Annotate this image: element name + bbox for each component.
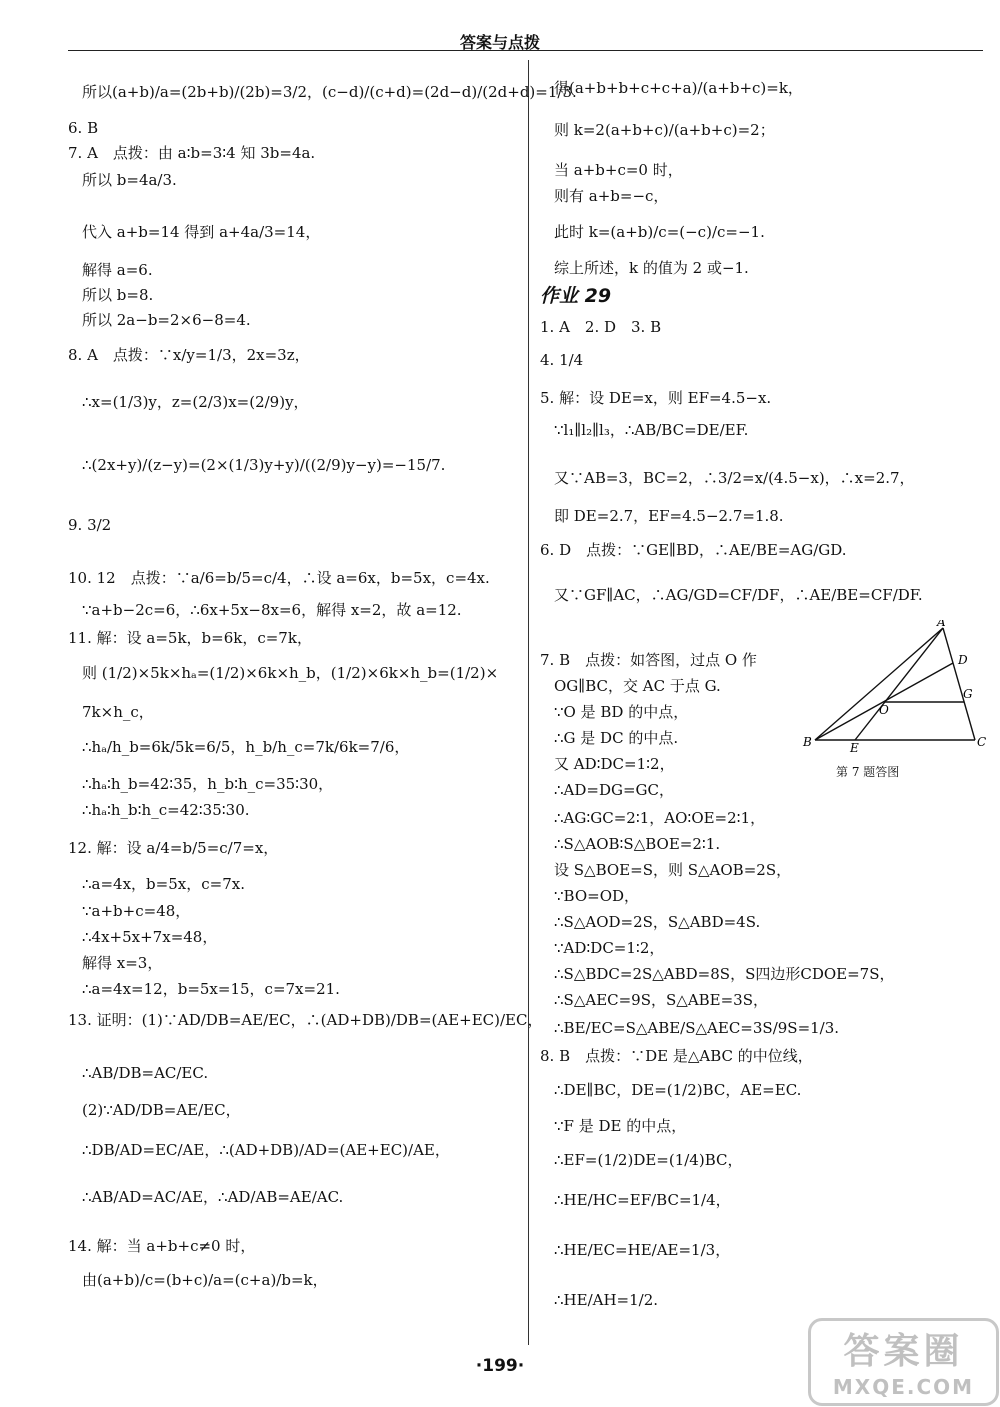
answer-line: ∵O 是 BD 的中点， (554, 703, 689, 721)
answer-line: 4. 1/4 (540, 351, 584, 369)
figure-caption: 第 7 题答图 (836, 765, 900, 779)
answer-line: ∴AD=DG=GC， (554, 781, 675, 799)
answer-line: 10. 12 点拨：∵a/6=b/5=c/4，∴设 a=6x，b=5x，c=4x. (68, 569, 490, 587)
answer-line: 设 S△BOE=S，则 S△AOB=2S， (554, 861, 792, 879)
answer-line: 6. D 点拨：∵GE∥BD，∴AE/BE=AG/GD. (540, 541, 847, 559)
figure-label-g: G (963, 687, 973, 701)
answer-line: ∴EF=(1/2)DE=(1/4)BC， (554, 1151, 743, 1169)
answer-line: 又 AD∶DC=1∶2， (554, 755, 675, 773)
section-title: 作业 29 (540, 285, 612, 307)
answer-line: 所以 2a−b=2×6−8=4. (82, 311, 251, 329)
answer-line: ∴hₐ∶h_b=42∶35，h_b∶h_c=35∶30， (82, 775, 334, 793)
figure-label-b: B (803, 735, 812, 749)
answer-line: 解得 a=6. (82, 261, 153, 279)
answer-line: 当 a+b+c=0 时， (554, 161, 683, 179)
figure-label-o: O (879, 703, 889, 717)
answer-line: ∴a=4x，b=5x，c=7x. (82, 875, 245, 893)
header-rule (68, 50, 983, 51)
answer-line: 9. 3/2 (68, 516, 112, 534)
page-header-title: 答案与点拨 (459, 33, 540, 52)
answer-line: ∴hₐ∶h_b∶h_c=42∶35∶30. (82, 801, 250, 819)
answer-line: 由(a+b)/c=(b+c)/a=(c+a)/b=k， (82, 1271, 328, 1289)
answer-line: 13. 证明：(1)∵AD/DB=AE/EC，∴(AD+DB)/DB=(AE+EC)/EC， (68, 1011, 543, 1029)
answer-line: ∴AB/AD=AC/AE，∴AD/AB=AE/AC. (82, 1188, 344, 1206)
figure-label-c: C (977, 735, 987, 749)
answer-line: ∴AB/DB=AC/EC. (82, 1064, 209, 1082)
answer-line: ∴S△BDC=2S△ABD=8S，S四边形CDOE=7S， (554, 965, 895, 983)
answer-line: 则有 a+b=−c， (554, 187, 669, 205)
answer-line: 6. B (68, 119, 99, 137)
answer-line: ∴(2x+y)/(z−y)=(2×(1/3)y+y)/((2/9)y−y)=−15/7. (82, 456, 446, 474)
answer-line: 12. 解：设 a/4=b/5=c/7=x， (68, 839, 279, 857)
figure-label-a: A (937, 620, 946, 629)
answer-line: ∴4x+5x+7x=48， (82, 928, 218, 946)
answer-line: ∴S△AOB∶S△BOE=2∶1. (554, 835, 721, 853)
answer-line: 即 DE=2.7，EF=4.5−2.7=1.8. (554, 507, 784, 525)
answer-line: ∴AG∶GC=2∶1，AO∶OE=2∶1， (554, 809, 766, 827)
answer-line: ∵a+b−2c=6，∴6x+5x−8x=6，解得 x=2，故 a=12. (82, 601, 462, 619)
answer-line: 7. A 点拨：由 a∶b=3∶4 知 3b=4a. (68, 144, 316, 162)
answer-line: ∵F 是 DE 的中点， (554, 1117, 687, 1135)
answer-line: 此时 k=(a+b)/c=(−c)/c=−1. (554, 223, 765, 241)
watermark-text-bottom: MXQE.COM (832, 1375, 975, 1399)
figure-label-e: E (850, 741, 859, 755)
answer-line: ∴a=4x=12，b=5x=15，c=7x=21. (82, 980, 340, 998)
answer-line: ∴HE/EC=HE/AE=1/3， (554, 1241, 731, 1259)
answer-line: ∵a+b+c=48， (82, 902, 191, 920)
answer-line: 得(a+b+b+c+c+a)/(a+b+c)=k， (554, 79, 803, 97)
answer-line: 1. A 2. D 3. B (540, 318, 662, 336)
answer-line: 则 k=2(a+b+c)/(a+b+c)=2； (554, 121, 775, 139)
answer-line: 则 (1/2)×5k×hₐ=(1/2)×6k×h_b，(1/2)×6k×h_b=(1/2)× (82, 664, 499, 682)
answer-line: 7. B 点拨：如答图，过点 O 作 (540, 651, 757, 669)
answer-line: ∵BO=OD， (554, 887, 640, 905)
answer-line: 代入 a+b=14 得到 a+4a/3=14， (82, 223, 321, 241)
answer-line: 7k×h_c， (82, 703, 154, 721)
answer-line: ∴G 是 DC 的中点. (554, 729, 679, 747)
page-number: ·199· (475, 1356, 525, 1376)
answer-line: 所以 b=8. (82, 286, 154, 304)
answer-line: 解得 x=3， (82, 954, 163, 972)
watermark-text-top: 答案圈 (843, 1331, 964, 1372)
answer-line: 又∵GF∥AC，∴AG/GD=CF/DF，∴AE/BE=CF/DF. (554, 586, 923, 604)
watermark-logo (808, 1318, 999, 1406)
answer-line: ∴S△AEC=9S，S△ABE=3S， (554, 991, 769, 1009)
answer-line: ∴DB/AD=EC/AE，∴(AD+DB)/AD=(AE+EC)/AE， (82, 1141, 450, 1159)
answer-line: ∵AD∶DC=1∶2， (554, 939, 665, 957)
answer-line: ∴DE∥BC，DE=(1/2)BC，AE=EC. (554, 1081, 802, 1099)
answer-line: 11. 解：设 a=5k，b=6k，c=7k， (68, 629, 312, 647)
answer-line: ∴BE/EC=S△ABE/S△AEC=3S/9S=1/3. (554, 1019, 840, 1037)
answer-line: 所以(a+b)/a=(2b+b)/(2b)=3/2，(c−d)/(c+d)=(2d−d)/(2d+d)=1/3. (82, 83, 577, 101)
figure-label-d: D (958, 653, 968, 667)
answer-line: 8. B 点拨：∵DE 是△ABC 的中位线， (540, 1047, 813, 1065)
answer-line: 又∵AB=3，BC=2，∴3/2=x/(4.5−x)，∴x=2.7， (554, 469, 915, 487)
answer-line: ∴hₐ/h_b=6k/5k=6/5，h_b/h_c=7k/6k=7/6， (82, 738, 410, 756)
answer-line: ∴HE/AH=1/2. (554, 1291, 659, 1309)
answer-line: (2)∵AD/DB=AE/EC， (82, 1101, 241, 1119)
answer-line: 8. A 点拨：∵x/y=1/3，2x=3z， (68, 346, 310, 364)
answer-line: ∴x=(1/3)y，z=(2/3)x=(2/9)y， (82, 393, 309, 411)
answer-line: ∴S△AOD=2S，S△ABD=4S. (554, 913, 761, 931)
answer-line: 14. 解：当 a+b+c≠0 时， (68, 1237, 256, 1255)
answer-line: 所以 b=4a/3. (82, 171, 177, 189)
answer-line: OG∥BC，交 AC 于点 G. (554, 677, 721, 695)
column-divider (528, 60, 529, 1345)
answer-line: 5. 解：设 DE=x，则 EF=4.5−x. (540, 389, 772, 407)
geometry-figure (795, 620, 995, 780)
answer-line: 综上所述，k 的值为 2 或−1. (554, 259, 749, 277)
answer-line: ∵l₁∥l₂∥l₃，∴AB/BC=DE/EF. (554, 421, 749, 439)
answer-line: ∴HE/HC=EF/BC=1/4， (554, 1191, 731, 1209)
